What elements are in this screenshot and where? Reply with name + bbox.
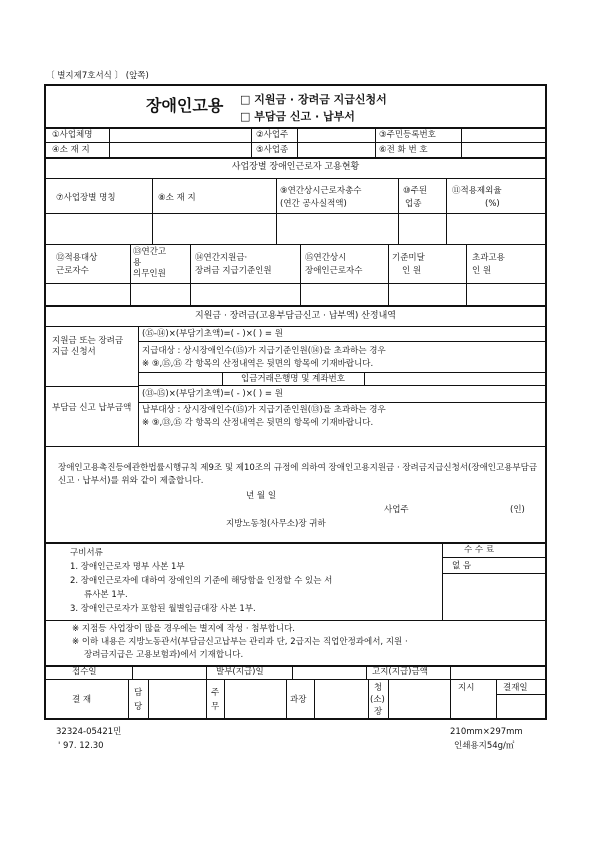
divider	[496, 694, 547, 695]
h13-sub-label: 용	[133, 258, 142, 268]
divider	[44, 620, 547, 621]
bank-account-field[interactable]	[366, 374, 544, 384]
under-label: 기준미달	[392, 253, 425, 263]
divider	[44, 326, 547, 327]
divider	[44, 142, 547, 143]
divider	[388, 679, 389, 720]
h12-sub-label: 근로자수	[56, 266, 89, 276]
note-1: ※ 지점등 사업장이 많을 경우에는 별지에 작성 · 첨부합니다.	[72, 624, 295, 634]
seal-mark: (인)	[510, 505, 525, 515]
h12-label: ⑫적용대상	[56, 253, 98, 263]
h9-sub-label: (연간 공사실적액)	[280, 199, 347, 209]
h15-sub-label: 장애인근로자수	[305, 266, 363, 276]
workplace-name-field[interactable]	[48, 216, 148, 241]
divider	[44, 178, 547, 179]
fee-label: 수 수 료	[464, 545, 495, 555]
exclusion-rate-field[interactable]	[449, 216, 543, 241]
h7-label: ⑦사업장별 명칭	[56, 193, 116, 203]
divider	[44, 157, 547, 159]
owner-field[interactable]	[300, 129, 372, 140]
charge-sign-field[interactable]	[150, 681, 204, 718]
divider	[450, 679, 451, 720]
divider	[138, 372, 547, 373]
bank-account-label: 입금거래은행명 및 계좌번호	[241, 374, 345, 384]
divider	[442, 573, 547, 574]
divider	[44, 386, 138, 387]
business-type-label: ⑤사업종	[256, 145, 289, 155]
divider	[44, 542, 547, 544]
divider	[297, 127, 298, 157]
divider	[44, 446, 547, 447]
h14-sub-label: 장려금 지급기준인원	[195, 266, 272, 276]
divider	[44, 679, 547, 680]
approval-date-field[interactable]	[498, 696, 545, 718]
note-3: 장려금지급은 고용보험과)에서 기재합니다.	[84, 650, 244, 660]
option-support-application[interactable]: □ 지원금 · 장려금 지급신청서	[240, 93, 387, 106]
h11-sub-label: (%)	[485, 199, 500, 209]
received-date-field[interactable]	[134, 667, 204, 678]
signer-label: 사업주	[384, 505, 409, 515]
chief-label-2: (소)	[370, 695, 385, 705]
divider	[496, 679, 497, 720]
mandatory-employees-field[interactable]	[133, 286, 187, 303]
doc-item-2-cont: 류사본 1부.	[84, 590, 128, 600]
chief-label: 청	[374, 683, 383, 693]
divider	[132, 665, 133, 679]
divider	[138, 402, 547, 403]
divider	[300, 244, 301, 305]
divider	[44, 305, 547, 307]
doc-item-1: 1. 장애인근로자 명부 사본 1부	[70, 562, 185, 572]
divider	[314, 679, 315, 720]
address-label: ④소 재 지	[52, 145, 90, 155]
section-head-sign-field[interactable]	[316, 681, 366, 718]
burden-section-label: 부담금 신고 납부금액	[52, 403, 132, 413]
jumu-label-2: 무	[211, 702, 220, 712]
notice-label: 지시	[458, 683, 475, 693]
h15-label: ⑮연간상시	[305, 253, 347, 263]
business-name-label: ①사업체명	[52, 130, 93, 140]
h13-sub2-label: 의무인원	[133, 269, 166, 279]
divider	[148, 679, 149, 720]
business-type-field[interactable]	[300, 144, 372, 155]
divider	[292, 665, 293, 679]
form-number-label: 〔 별지제7호서식 〕 (앞쪽)	[46, 71, 149, 81]
support-section-label: 지원금 또는 장려금 지급 신청서	[52, 336, 124, 358]
support-formula: (⑮-⑭)×(부담기초액)=( - )×( ) = 원	[142, 329, 283, 339]
doc-item-2: 2. 장애인근로자에 대하여 장애인의 기준에 해당함을 인정할 수 있는 서	[70, 576, 333, 586]
divider	[366, 665, 367, 679]
approval-date-label: 결재일	[503, 683, 528, 693]
divider	[224, 679, 225, 720]
divider	[138, 326, 139, 446]
divider	[44, 244, 547, 245]
chief-label-3: 장	[374, 707, 383, 717]
jumu-sign-field[interactable]	[226, 681, 284, 718]
charge-label: 담	[134, 688, 143, 698]
divider	[206, 665, 207, 679]
over-sub-label: 인 원	[472, 266, 492, 276]
calc-section-title: 지원금 · 장려금(고용부담금신고 · 납부액) 산정내역	[195, 311, 396, 321]
workplace-section-title: 사업장별 장애인근로자 고용현황	[231, 162, 360, 172]
dispatch-date-field[interactable]	[294, 667, 364, 678]
recipient-label: 지방노동청(사무소)장 귀하	[226, 519, 326, 529]
main-industry-field[interactable]	[401, 216, 443, 241]
under-sub-label: 인 원	[402, 266, 422, 276]
applicable-workers-field[interactable]	[48, 286, 126, 303]
form-code: 32324-05421민	[56, 727, 122, 737]
dispatch-date-label: 발부(지급)일	[216, 667, 264, 677]
divider	[446, 178, 447, 244]
divider	[128, 679, 129, 720]
divider	[364, 372, 365, 385]
phone-label: ⑥전 화 번 호	[379, 145, 428, 155]
h9-label: ⑨연간상시근로자총수	[280, 186, 362, 196]
shortfall-field[interactable]	[391, 286, 463, 303]
submission-date: 년 월 일	[246, 491, 277, 501]
divider	[138, 385, 547, 386]
divider	[206, 679, 207, 720]
annual-workers-field[interactable]	[279, 216, 395, 241]
amount-field[interactable]	[452, 667, 544, 678]
option-burden-report[interactable]: □ 부담금 신고 · 납부서	[240, 110, 355, 123]
address-field[interactable]	[112, 144, 248, 155]
divider	[466, 244, 467, 305]
h10-label: ⑩주된	[403, 186, 428, 196]
divider	[461, 127, 462, 157]
paper-weight: 인쇄용지54g/㎡	[454, 741, 515, 751]
section-head-label: 과장	[290, 695, 307, 705]
jumu-label: 주	[211, 688, 220, 698]
form-date: ' 97. 12.30	[58, 741, 104, 751]
disabled-workers-field[interactable]	[303, 286, 385, 303]
divider	[44, 283, 547, 284]
divider	[450, 665, 451, 679]
divider	[375, 127, 376, 157]
divider	[190, 244, 191, 305]
fee-value: 없 음	[452, 561, 472, 571]
chief-sign-field[interactable]	[390, 681, 448, 718]
excess-field[interactable]	[469, 286, 543, 303]
over-label: 초과고용	[472, 253, 505, 263]
form-title: 장애인고용	[146, 96, 224, 115]
divider	[152, 178, 153, 244]
owner-label: ②사업주	[256, 130, 289, 140]
charge-label-2: 당	[134, 702, 143, 712]
docs-title: 구비서류	[70, 548, 103, 558]
resident-no-field[interactable]	[464, 129, 544, 140]
workplace-address-field[interactable]	[155, 216, 273, 241]
phone-field[interactable]	[464, 144, 544, 155]
note-2: ※ 이하 내용은 지방노동관서(부담금신고납부는 관리과 단, 2급지는 직업안정과에서, 지원 ·	[72, 637, 408, 647]
burden-target-note: 납부대상 : 상시장애인수(⑮)가 지급기준인원(⑬)을 초과하는 경우	[142, 405, 386, 415]
h8-label: ⑧소 재 지	[158, 193, 196, 203]
divider	[388, 244, 389, 305]
divider	[44, 213, 547, 214]
divider	[109, 127, 110, 157]
divider	[368, 679, 369, 720]
business-name-field[interactable]	[112, 129, 248, 140]
resident-no-label: ③주민등록번호	[379, 130, 436, 140]
declaration-text: 장애인고용촉진등에관한법률시행규칙 제9조 및 제10조의 규정에 의하여 장애인고용지원금 · 장려금지급신청서(장애인고용부담금신고 · 납부서)를 위와 같이 제출합니다.	[58, 463, 538, 487]
h14-label: ⑭연간지원금·	[195, 253, 248, 263]
divider	[276, 178, 277, 244]
burden-formula: (⑬-⑮)×(부담기초액)=( - )×( ) = 원	[142, 389, 283, 399]
h11-label: ⑪적용제외율	[452, 186, 502, 196]
h13-label: ⑬연간고	[133, 247, 167, 257]
divider	[442, 557, 547, 558]
support-calc-note: ※ ⑨,⑮,⑮ 각 항목의 산정내역은 뒷면의 항목에 기재바랍니다.	[142, 359, 374, 369]
support-standard-field[interactable]	[193, 286, 297, 303]
divider	[286, 679, 287, 720]
doc-item-3: 3. 장애인근로자가 포함된 월별임금대장 사본 1부.	[70, 604, 256, 614]
divider	[130, 244, 131, 305]
divider	[251, 127, 252, 157]
divider	[398, 178, 399, 244]
support-target-note: 지급대상 : 상시장애인수(⑮)가 지급기준인원(⑭)을 초과하는 경우	[142, 346, 386, 356]
received-date-label: 접수일	[72, 667, 97, 677]
amount-label: 고지(지급)금액	[372, 667, 428, 677]
divider	[138, 341, 547, 342]
h10-sub-label: 업종	[405, 199, 422, 209]
paper-size: 210mm×297mm	[450, 727, 523, 737]
approval-label: 결 재	[72, 695, 92, 705]
divider	[442, 542, 443, 620]
burden-calc-note: ※ ⑨,⑬,⑮ 각 항목의 산정내역은 뒷면의 항목에 기재바랍니다.	[142, 418, 374, 428]
